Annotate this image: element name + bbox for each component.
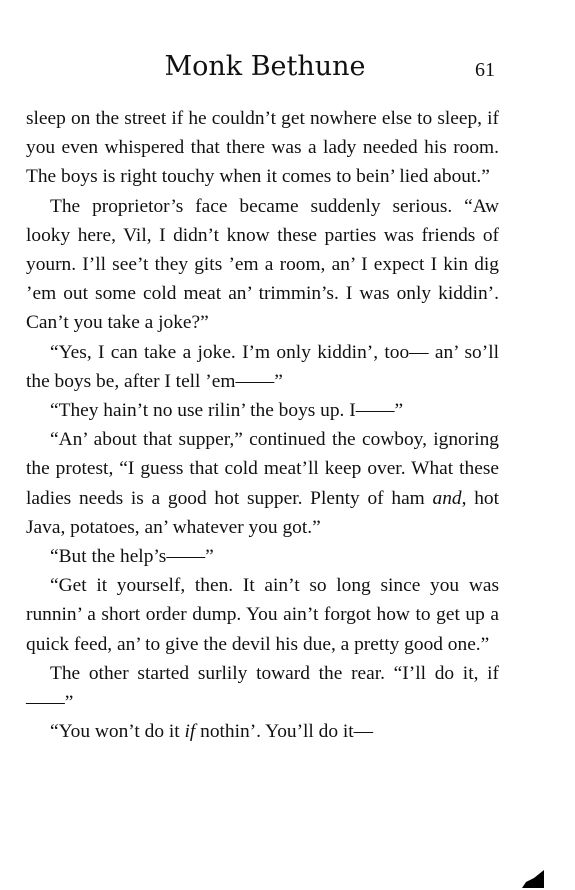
paragraph-8: The other started surlily toward the rear. “I’ll do it, if——” (26, 662, 499, 714)
paragraph-9-italic: if (184, 721, 196, 743)
paragraph-5-part-1: “An’ about that supper,” continued the cowboy, ignoring the protest, “I guess that cold meat’ll keep over. What these ladies needs is a good hot supper. Plenty of ham (26, 429, 499, 509)
paragraph-9 (26, 717, 499, 746)
paragraph-2: The proprietor’s face became suddenly serious. “Aw looky here, Vil, I didn’t know these parties was friends of yourn. I’ll see’t they gits ’em a room, an’ I expect I kin dig ’em out some cold meat an’ trimmin’s. I was only kiddin’. Can’t you take a joke?” (26, 195, 499, 334)
paragraph-3: “Yes, I can take a joke. I’m only kiddin’, too— an’ so’ll the boys be, after I tell ’em——” (26, 341, 499, 392)
paragraph-5 (26, 425, 499, 542)
scan-corner-mark (522, 870, 544, 888)
body-text (26, 104, 499, 746)
paragraph-9-part-2: nothin’. You’ll do it— (195, 721, 374, 743)
running-title: Monk Bethune (164, 51, 366, 82)
page-number: 61 (475, 59, 495, 81)
running-header (0, 50, 575, 90)
paragraph-7: “Get it yourself, then. It ain’t so long since you was runnin’ a short order dump. You ain’t forgot how to get up a quick feed, an’ to give the devil his due, a pretty good one.” (26, 575, 499, 655)
paragraph-5-part-2: , hot Java, potatoes, an’ whatever you got.” (26, 487, 499, 538)
paragraph-1: sleep on the street if he couldn’t get nowhere else to sleep, if you even whispered that there was a lady needed his room. The boys is right touchy when it comes to bein’ lied about.” (26, 108, 499, 188)
paragraph-4: “They hain’t no use rilin’ the boys up. I——” (50, 400, 404, 422)
paragraph-6: “But the help’s——” (50, 546, 214, 568)
paragraph-5-italic: and (432, 487, 462, 509)
paragraph-9-part-1: “You won’t do it (50, 721, 185, 743)
